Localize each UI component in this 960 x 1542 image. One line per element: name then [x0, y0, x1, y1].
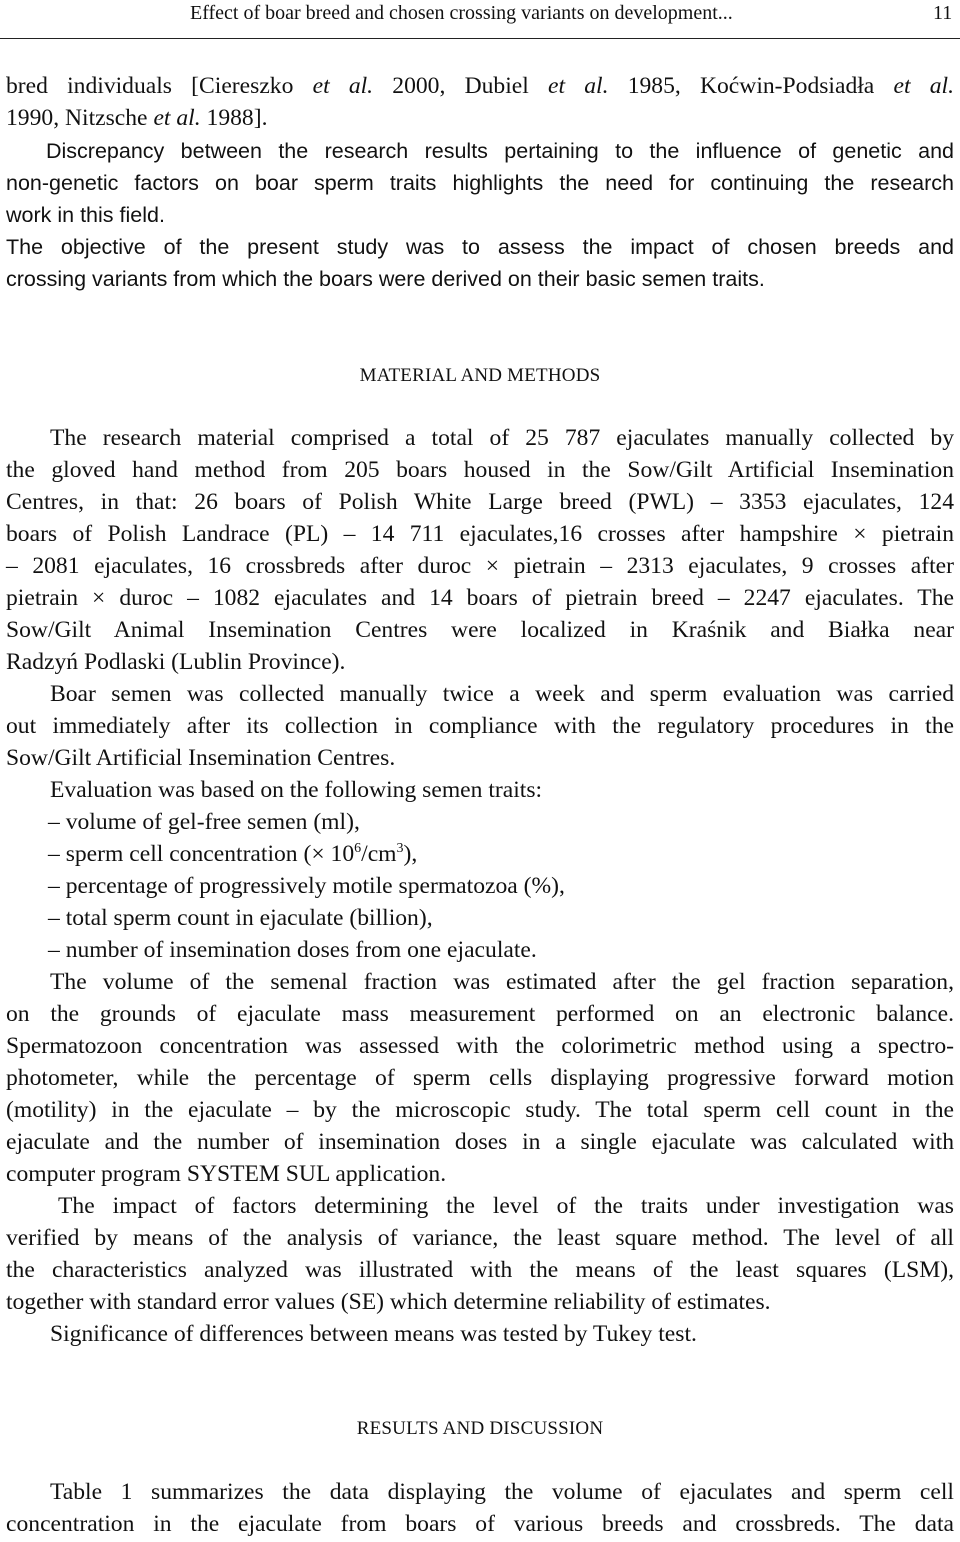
methods-p3-line-1: The volume of the semenal fraction was estimated after the gel fraction separation,: [50, 969, 954, 995]
intro-line-2: 1990, Nitzsche et al. 1988].: [6, 105, 268, 131]
trait-item-motility: – percentage of progressively motile spermatozoa (%),: [48, 873, 565, 899]
results-p1-line-2: concentration in the ejaculate from boars of various breeds and crossbreds. The data: [6, 1511, 954, 1537]
methods-p1-line-3: Centres, in that: 26 boars of Polish White Large breed (PWL) – 3353 ejaculates, 124: [6, 489, 954, 515]
methods-p1-line-1: The research material comprised a total of 25 787 ejaculates manually collected by: [50, 425, 954, 451]
methods-p3-line-6: ejaculate and the number of insemination doses in a single ejaculate was calculated with: [6, 1129, 954, 1155]
methods-heading: MATERIAL AND METHODS: [359, 365, 601, 386]
intro-line-6: The objective of the present study was to assess the impact of chosen breeds and: [6, 235, 954, 259]
results-p1-line-1: Table 1 summarizes the data displaying the volume of ejaculates and sperm cell: [50, 1479, 954, 1505]
trait-item-doses: – number of insemination doses from one ejaculate.: [48, 937, 537, 963]
methods-p3-line-5: (motility) in the ejaculate – by the microscopic study. The total sperm cell count in the: [6, 1097, 954, 1123]
methods-p2-line-3: Sow/Gilt Artificial Insemination Centres.: [6, 745, 396, 771]
page-number: 11: [933, 2, 953, 24]
methods-p1-line-6: pietrain × duroc – 1082 ejaculates and 14 boars of pietrain breed – 2247 ejaculates. The: [6, 585, 954, 611]
intro-line-4: non-genetic factors on boar sperm traits highlights the need for continuing the research: [6, 171, 954, 195]
intro-line-3: Discrepancy between the research results pertaining to the influence of genetic and: [46, 139, 954, 163]
methods-p4-line-1: The impact of factors determining the level of the traits under investigation was: [58, 1193, 954, 1219]
methods-p1-line-7: Sow/Gilt Animal Insemination Centres were localized in Kraśnik and Białka near: [6, 617, 954, 643]
trait-item-volume: – volume of gel-free semen (ml),: [48, 809, 360, 835]
results-heading: RESULTS AND DISCUSSION: [356, 1418, 604, 1439]
intro-line-5: work in this field.: [6, 203, 165, 227]
intro-line-1: bred individuals [Ciereszko et al. 2000, Dubiel et al. 1985, Koćwin-Podsiadła et al.: [6, 73, 954, 99]
methods-p3-line-7: computer program SYSTEM SUL application.: [6, 1161, 447, 1187]
methods-p3-line-2: on the grounds of ejaculate mass measurement performed on an electronic balance.: [6, 1001, 954, 1027]
intro-line-7: crossing variants from which the boars were derived on their basic semen traits.: [6, 267, 765, 291]
methods-p4-line-3: the characteristics analyzed was illustrated with the means of the least squares (LSM),: [6, 1257, 954, 1283]
methods-p1-line-4: boars of Polish Landrace (PL) – 14 711 ejaculates,16 crosses after hampshire × pietrain: [6, 521, 954, 547]
methods-p1-line-8: Radzyń Podlaski (Lublin Province).: [6, 649, 346, 675]
methods-p1-line-5: – 2081 ejaculates, 16 crossbreds after duroc × pietrain – 2313 ejaculates, 9 crosses after: [6, 553, 954, 579]
methods-p4-line-2: verified by means of the analysis of variance, the least square method. The level of all: [6, 1225, 954, 1251]
trait-item-sperm-count: – total sperm count in ejaculate (billion),: [48, 905, 433, 931]
methods-p2-line-1: Boar semen was collected manually twice a week and sperm evaluation was carried: [50, 681, 954, 707]
traits-intro: Evaluation was based on the following semen traits:: [50, 777, 543, 803]
trait-item-concentration: – sperm cell concentration (× $10^6/cm^3$),: [48, 841, 418, 867]
methods-p4-line-4: together with standard error values (SE) which determine reliability of estimates.: [6, 1289, 771, 1315]
methods-p3-line-3: Spermatozoon concentration was assessed with the colorimetric method using a spectro-: [6, 1033, 954, 1059]
running-title: Effect of boar breed and chosen crossing variants on development...: [190, 2, 733, 24]
methods-p5: Significance of differences between means was tested by Tukey test.: [50, 1321, 697, 1347]
methods-p3-line-4: photometer, while the percentage of sperm cells displaying progressive forward motion: [6, 1065, 954, 1091]
running-head: [0, 0, 960, 39]
methods-p1-line-2: the gloved hand method from 205 boars housed in the Sow/Gilt Artificial Insemination: [6, 457, 954, 483]
methods-p2-line-2: out immediately after its collection in compliance with the regulatory procedures in the: [6, 713, 954, 739]
